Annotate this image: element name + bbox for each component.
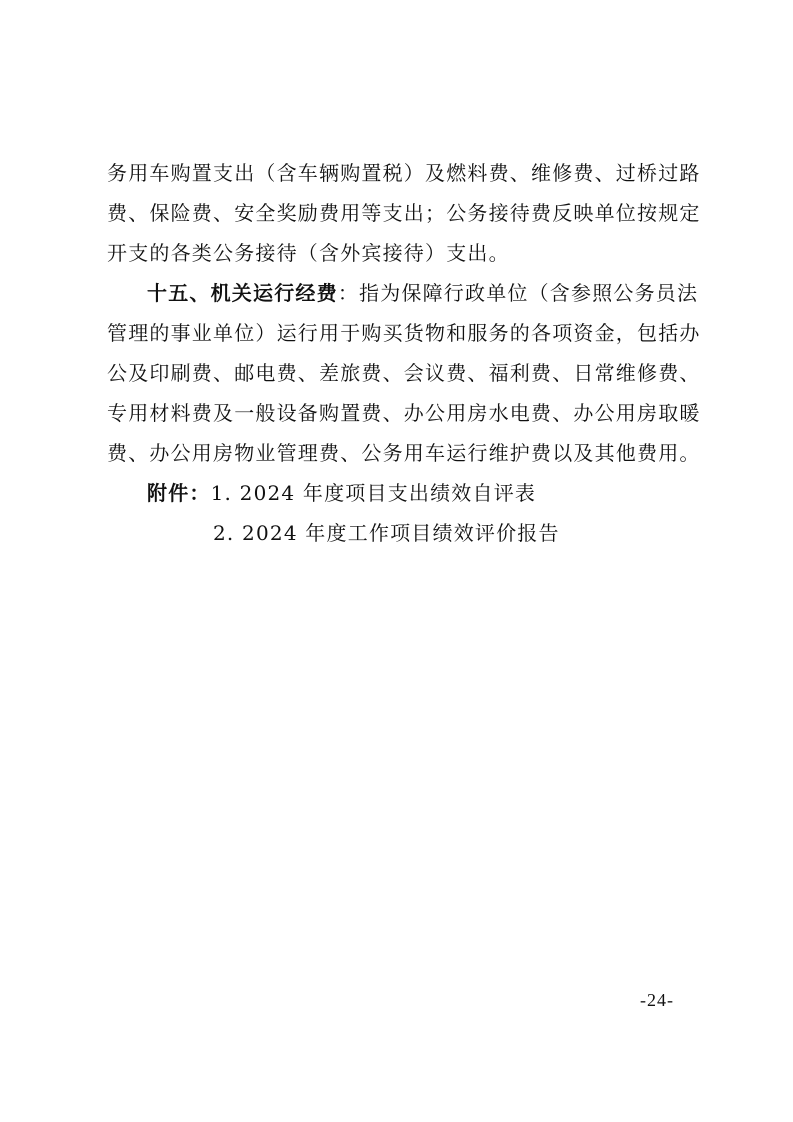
paragraph-1-line-2: 费、保险费、安全奖励费用等支出；公务接待费反映单位按规定	[107, 201, 701, 225]
paragraph-2-line-4: 专用材料费及一般设备购置费、办公用房水电费、办公用房取暖	[107, 401, 701, 425]
section-heading: 十五、机关运行经费	[147, 281, 338, 305]
paragraph-2-line-2: 管理的事业单位）运行用于购买货物和服务的各项资金，包括办	[107, 321, 701, 345]
body-text	[107, 153, 701, 553]
attachment-item-1: 1. 2024 年度项目支出绩效自评表	[210, 481, 537, 505]
paragraph-1-line-3: 开支的各类公务接待（含外宾接待）支出。	[107, 241, 510, 265]
paragraph-2-line-1-text: ：指为保障行政单位（含参照公务员法	[337, 281, 699, 305]
attachment-line-1	[107, 473, 697, 513]
paragraph-2-line-3: 公及印刷费、邮电费、差旅费、会议费、福利费、日常维修费、	[107, 361, 701, 385]
paragraph-2-line-5: 费、办公用房物业管理费、公务用车运行维护费以及其他费用。	[107, 441, 701, 465]
paragraph-1-line-1: 务用车购置支出（含车辆购置税）及燃料费、维修费、过桥过路	[107, 161, 701, 185]
attachment-item-2: 2. 2024 年度工作项目绩效评价报告	[213, 521, 560, 545]
paragraph-2-line-1	[107, 273, 697, 313]
attachment-label: 附件：	[147, 481, 211, 505]
page-number: -24-	[640, 990, 674, 1010]
